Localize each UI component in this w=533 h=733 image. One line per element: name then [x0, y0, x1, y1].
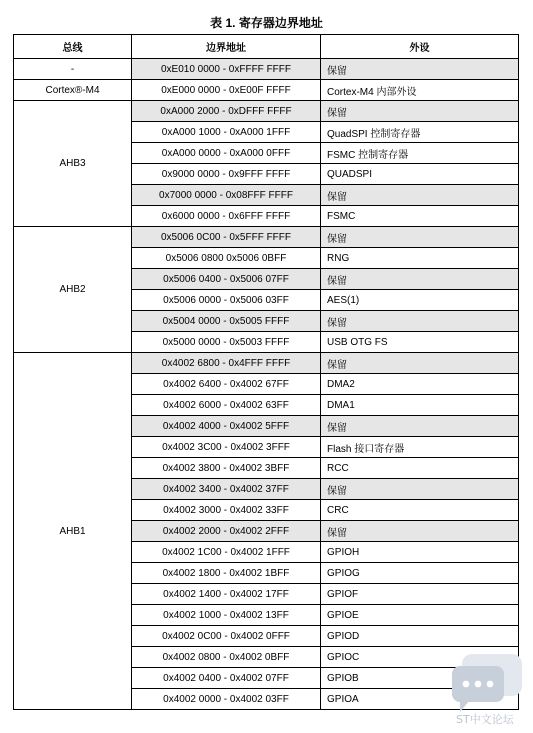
bus-cell: AHB1 [14, 353, 132, 710]
address-cell: 0x4002 3C00 - 0x4002 3FFF [132, 437, 321, 458]
address-cell: 0x4002 0000 - 0x4002 03FF [132, 689, 321, 710]
peripheral-cell: GPIOB [321, 668, 519, 689]
peripheral-cell: GPIOA [321, 689, 519, 710]
peripheral-cell: RCC [321, 458, 519, 479]
address-cell: 0x4002 0400 - 0x4002 07FF [132, 668, 321, 689]
address-cell: 0x4002 0C00 - 0x4002 0FFF [132, 626, 321, 647]
peripheral-cell: CRC [321, 500, 519, 521]
bus-cell: Cortex®-M4 [14, 80, 132, 101]
address-cell: 0x4002 6800 - 0x4FFF FFFF [132, 353, 321, 374]
peripheral-cell: 保留 [321, 353, 519, 374]
peripheral-cell: RNG [321, 248, 519, 269]
peripheral-cell: GPIOC [321, 647, 519, 668]
address-cell: 0xE000 0000 - 0xE00F FFFF [132, 80, 321, 101]
address-cell: 0x9000 0000 - 0x9FFF FFFF [132, 164, 321, 185]
header-peripheral: 外设 [321, 35, 519, 59]
header-address: 边界地址 [132, 35, 321, 59]
peripheral-cell: FSMC [321, 206, 519, 227]
peripheral-cell: DMA2 [321, 374, 519, 395]
bus-cell: - [14, 59, 132, 80]
peripheral-cell: GPIOH [321, 542, 519, 563]
table-title: 表 1. 寄存器边界地址 [210, 16, 323, 30]
address-cell: 0x5006 0000 - 0x5006 03FF [132, 290, 321, 311]
address-cell: 0xA000 0000 - 0xA000 0FFF [132, 143, 321, 164]
address-cell: 0x7000 0000 - 0x08FFF FFFF [132, 185, 321, 206]
address-cell: 0x4002 2000 - 0x4002 2FFF [132, 521, 321, 542]
peripheral-cell: 保留 [321, 416, 519, 437]
address-cell: 0x5006 0C00 - 0x5FFF FFFF [132, 227, 321, 248]
bus-cell: AHB2 [14, 227, 132, 353]
peripheral-cell: 保留 [321, 521, 519, 542]
address-cell: 0xA000 1000 - 0xA000 1FFF [132, 122, 321, 143]
table-row [14, 353, 519, 374]
bus-cell: AHB3 [14, 101, 132, 227]
register-boundary-table [13, 34, 519, 710]
peripheral-cell: 保留 [321, 269, 519, 290]
peripheral-cell: GPIOF [321, 584, 519, 605]
peripheral-cell: 保留 [321, 479, 519, 500]
address-cell: 0x5004 0000 - 0x5005 FFFF [132, 311, 321, 332]
address-cell: 0x4002 1C00 - 0x4002 1FFF [132, 542, 321, 563]
peripheral-cell: 保留 [321, 227, 519, 248]
address-cell: 0x4002 3800 - 0x4002 3BFF [132, 458, 321, 479]
table-header-row [14, 35, 519, 59]
address-cell: 0x4002 1800 - 0x4002 1BFF [132, 563, 321, 584]
address-cell: 0x4002 3400 - 0x4002 37FF [132, 479, 321, 500]
address-cell: 0x4002 3000 - 0x4002 33FF [132, 500, 321, 521]
address-cell: 0x5006 0400 - 0x5006 07FF [132, 269, 321, 290]
peripheral-cell: GPIOE [321, 605, 519, 626]
address-cell: 0x5006 0800 0x5006 0BFF [132, 248, 321, 269]
address-cell: 0xE010 0000 - 0xFFFF FFFF [132, 59, 321, 80]
address-cell: 0x5000 0000 - 0x5003 FFFF [132, 332, 321, 353]
peripheral-cell: 保留 [321, 101, 519, 122]
peripheral-cell: GPIOG [321, 563, 519, 584]
peripheral-cell: 保留 [321, 311, 519, 332]
table-row [14, 59, 519, 80]
address-cell: 0x4002 0800 - 0x4002 0BFF [132, 647, 321, 668]
peripheral-cell: DMA1 [321, 395, 519, 416]
peripheral-cell: 保留 [321, 59, 519, 80]
peripheral-cell: Cortex-M4 内部外设 [321, 80, 519, 101]
table-body [14, 59, 519, 710]
peripheral-cell: Flash 接口寄存器 [321, 437, 519, 458]
peripheral-cell: QuadSPI 控制寄存器 [321, 122, 519, 143]
address-cell: 0x4002 1400 - 0x4002 17FF [132, 584, 321, 605]
table-row [14, 101, 519, 122]
peripheral-cell: 保留 [321, 185, 519, 206]
address-cell: 0x4002 1000 - 0x4002 13FF [132, 605, 321, 626]
address-cell: 0x6000 0000 - 0x6FFF FFFF [132, 206, 321, 227]
peripheral-cell: FSMC 控制寄存器 [321, 143, 519, 164]
peripheral-cell: AES(1) [321, 290, 519, 311]
address-cell: 0xA000 2000 - 0xDFFF FFFF [132, 101, 321, 122]
peripheral-cell: QUADSPI [321, 164, 519, 185]
address-cell: 0x4002 6400 - 0x4002 67FF [132, 374, 321, 395]
peripheral-cell: GPIOD [321, 626, 519, 647]
address-cell: 0x4002 6000 - 0x4002 63FF [132, 395, 321, 416]
header-bus: 总线 [14, 35, 132, 59]
address-cell: 0x4002 4000 - 0x4002 5FFF [132, 416, 321, 437]
peripheral-cell: USB OTG FS [321, 332, 519, 353]
watermark-text: ST中文论坛 [456, 713, 514, 726]
table-row [14, 80, 519, 101]
table-row [14, 227, 519, 248]
